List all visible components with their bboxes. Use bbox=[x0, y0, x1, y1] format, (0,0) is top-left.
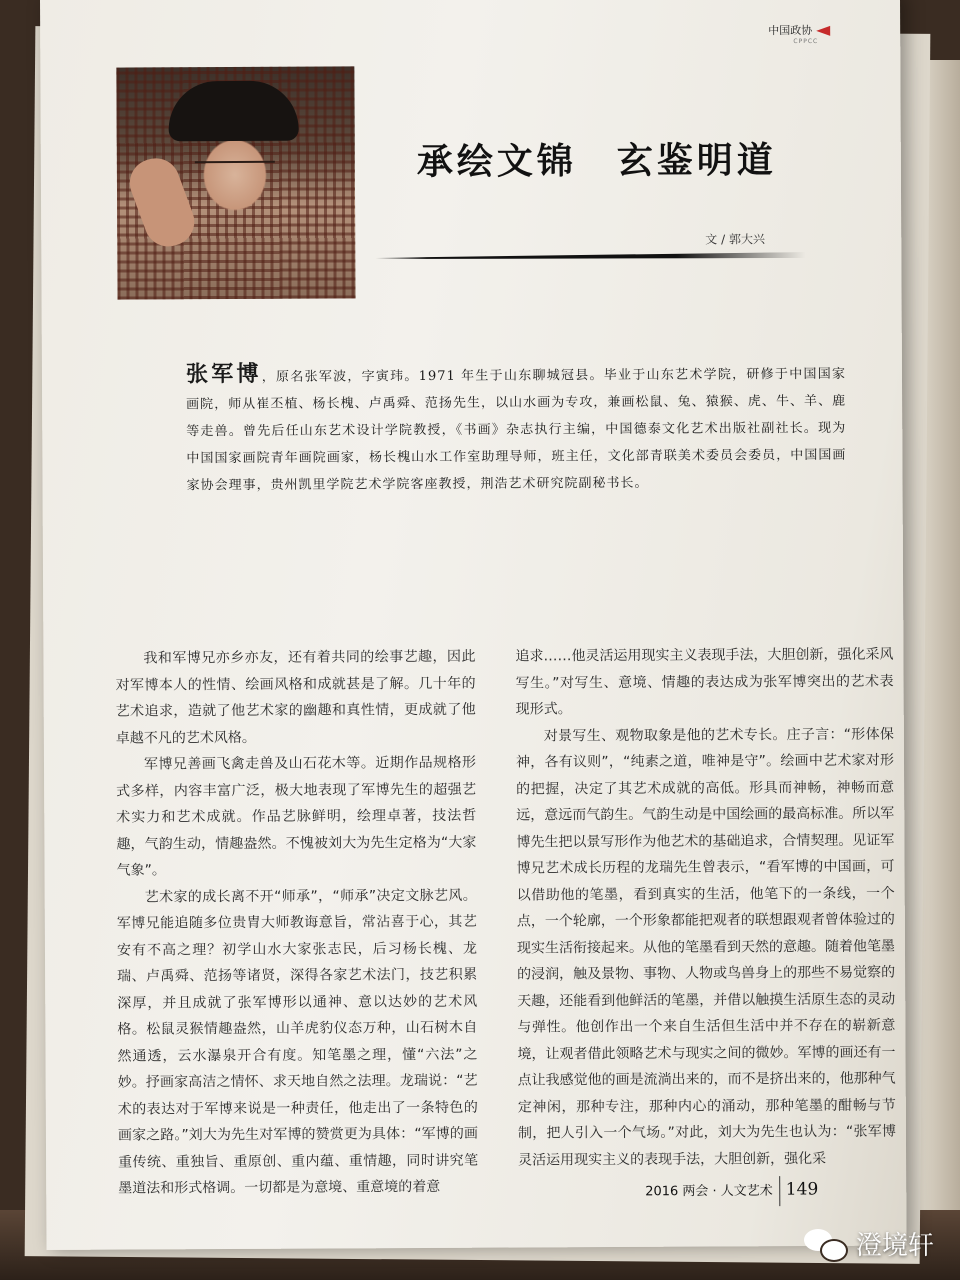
paragraph-continuation: 追求……他灵活运用现实主义表现手法，大胆创新，强化采风写生。”对写生、意境、情趣的表达成为张军博突出的艺术表现形式。 bbox=[515, 646, 894, 718]
column-left bbox=[115, 644, 478, 1202]
paragraph: 军博兄善画飞禽走兽及山石花木等。近期作品规格形式多样，内容丰富广泛，极大地表现了军博先生的超强艺术实力和艺术成就。作品艺脉鲜明，绘理卓著，技法哲趣，气韵生动，情趣盎然。不愧被刘大为先生定格为“大家气象”。 bbox=[116, 754, 477, 879]
footer-label: 2016 两会 · 人文艺术 bbox=[645, 1183, 773, 1200]
bio-name: 张军博 bbox=[185, 360, 262, 388]
wechat-icon bbox=[804, 1227, 846, 1261]
page-footer bbox=[645, 1176, 818, 1207]
portrait-hand bbox=[123, 151, 201, 253]
watermark-text: 澄境轩 bbox=[855, 1231, 934, 1261]
section-tag bbox=[768, 22, 830, 38]
column-right bbox=[515, 642, 896, 1174]
portrait-hat bbox=[168, 81, 298, 142]
article-title: 承绘文锦 玄鉴明道 bbox=[416, 139, 777, 184]
bio-text: ，原名张军波，字寅玮。1971 年生于山东聊城冠县。毕业于山东艺术学院，研修于中国国家画院，师从崔丕植、杨长槐、卢禹舜、范扬先生，以山水画为专攻，兼画松鼠、兔、猿猴、虎、牛、羊、鹿等走兽。曾先后任山东艺术设计学院教授，《书画》杂志执行主编，中国德泰文化艺术出版社副社长。现为中国国家画院青年画院画家，杨长槐山水工作室助理导师，班主任，文化部青联美术委员会委员，中国国画家协会理事，贵州凯里学院艺术学院客座教授，荆浩艺术研究院副秘书长。 bbox=[186, 366, 847, 494]
wechat-watermark bbox=[804, 1225, 934, 1262]
article-byline: 文 / 郭大兴 bbox=[705, 232, 765, 247]
artist-bio bbox=[186, 358, 847, 499]
paragraph: 对景写生、观物取象是他的艺术专长。庄子言：“形体保神，各有议则”，“纯素之道，唯神是守”。绘画中艺术家对形的把握，决定了其艺术成就的高低。形具而神畅，神畅而意远，意远而气韵生。气韵生动是中国绘画的最高标准。所以军博先生把以景写形作为他艺术的基础追求，合情契理。见证军博兄艺术成长历程的龙瑞先生曾表示，“看军博的中国画，可以借助他的笔墨，看到真实的生活，他笔下的一条线，一个点，一个轮廓，一个形象都能把观者的联想跟观者曾体验过的现实生活衔接起来。从他的笔墨看到天然的意趣。随着他笔墨的浸润，触及景物、事物、人物或鸟兽身上的那些不易觉察的天趣，还能看到他鲜活的笔墨，并借以触摸生活原生态的灵动与弹性。他创作出一个来自生活但生活中并不存在的崭新意境，让观者借此领略艺术与现实之间的微妙。军博的画还有一点让我感觉他的画是流淌出来的，而不是挤出来的，他那种气定神闲，那种专注，那种内心的涌动，那种笔墨的酣畅与节制，把人引入一个气场。”对此，刘大为先生也认为：“张军博灵活运用现实主义的表现手法，大胆创新，强化采 bbox=[515, 726, 896, 1169]
section-tag-label: 中国政协 bbox=[768, 23, 813, 38]
title-rule bbox=[375, 252, 805, 260]
paragraph: 我和军博兄亦乡亦友，还有着共同的绘事艺趣，因此对军博本人的性情、绘画风格和成就甚是了解。几十年的艺术追求，造就了他艺术家的幽趣和真性情，更成就了他卓越不凡的艺术风格。 bbox=[115, 648, 476, 747]
portrait-glasses bbox=[195, 161, 275, 181]
author-portrait bbox=[116, 66, 355, 299]
section-sub: CPPCC bbox=[793, 37, 819, 46]
paragraph: 艺术家的成长离不开“师承”，“师承”决定文脉艺风。军博兄能追随多位贵胄大师教诲意旨，常沾喜于心，其艺安有不高之理？初学山水大家张志民，后习杨长槐、龙瑞、卢禹舜、范扬等诸贤，深得各家艺术法门，技艺积累深厚，并且成就了张军博形以通神、意以达妙的艺术风格。松鼠灵猴情趣盎然，山羊虎豹仪态万种，山石树木自然通透，云水瀑泉开合有度。知笔墨之理，懂“六法”之妙。抒画家高洁之情怀、求天地自然之法理。龙瑞说：“艺术的表达对于军博来说是一种责任，他走出了一条特色的画家之路。”刘大为先生对军博的赞赏更为具体：“军博的画重传统、重独旨、重原创、重内蕴、重情趣，同时讲究笔墨道法和形式格调。一切都是为意境、重意境的着意 bbox=[116, 887, 479, 1197]
page-number: 149 bbox=[785, 1179, 819, 1200]
flag-icon bbox=[816, 26, 830, 36]
magazine-page bbox=[40, 0, 907, 1250]
footer-divider bbox=[779, 1176, 780, 1206]
